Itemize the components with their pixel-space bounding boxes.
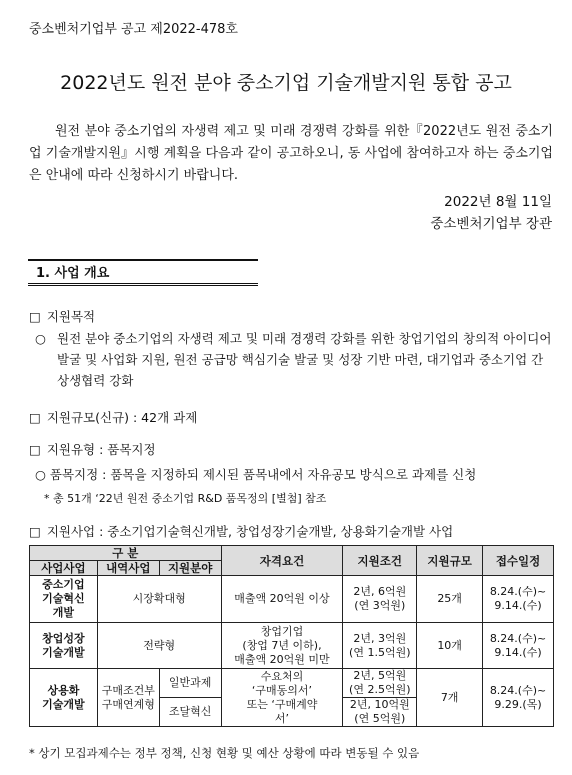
type-item — [35, 464, 555, 485]
row1-period: 8.24.(수)~ 9.14.(수) — [483, 576, 554, 623]
purpose-heading — [29, 307, 95, 325]
row2-scale: 10개 — [417, 623, 483, 669]
row2-program: 창업성장 기술개발 — [30, 623, 98, 669]
header-sub: 내역사업 — [97, 561, 159, 576]
row2-qual: 창업기업 (창업 7년 이하), 매출액 20억원 미만 — [221, 623, 343, 669]
table-row — [30, 669, 554, 698]
header-program: 사업사업 — [30, 561, 98, 576]
row3-scale: 7개 — [417, 669, 483, 727]
header-field: 지원분야 — [159, 561, 221, 576]
type-note: * 총 51개 ‘22년 원전 중소기업 R&D 품목정의 [별첨] 참조 — [44, 492, 327, 505]
row3-program: 상용화 기술개발 — [30, 669, 98, 727]
row2-period: 8.24.(수)~ 9.14.(수) — [483, 623, 554, 669]
notice-title: 2022년도 원전 분야 중소기업 기술개발지원 통합 공고 — [60, 72, 512, 94]
programs-label: 지원사업 : 중소기업기술혁신개발, 창업성장기술개발, 상용화기술개발 사업 — [46, 524, 454, 539]
type-label: 지원유형 : 품목지정 — [46, 442, 156, 457]
header-scale: 지원규모 — [417, 546, 483, 576]
notice-date: 2022년 8월 11일 — [444, 194, 552, 210]
row2-cond: 2년, 3억원 (연 1.5억원) — [343, 623, 417, 669]
row3-period: 8.24.(수)~ 9.29.(목) — [483, 669, 554, 727]
table-row — [30, 623, 554, 669]
row3-field-a: 일반과제 — [159, 669, 221, 698]
section-title: 1. 사업 개요 — [36, 266, 110, 281]
row1-qual: 매출액 20억원 이상 — [221, 576, 343, 623]
purpose-label: 지원목적 — [46, 309, 96, 324]
row1-cond: 2년, 6억원 (연 3억원) — [343, 576, 417, 623]
bullet-circle-icon: ○ — [35, 467, 50, 482]
scale-heading — [29, 408, 197, 426]
notice-number: 중소벤처기업부 공고 제2022-478호 — [29, 22, 238, 37]
programs-heading — [29, 522, 453, 540]
scale-label: 지원규모(신규) : 42개 과제 — [46, 410, 198, 425]
row1-program: 중소기업 기술혁신 개발 — [30, 576, 98, 623]
row2-sub: 전략형 — [97, 623, 221, 669]
row1-scale: 25개 — [417, 576, 483, 623]
header-condition: 지원조건 — [343, 546, 417, 576]
intro-paragraph: 원전 분야 중소기업의 자생력 제고 및 미래 경쟁력 강화를 위한『2022년도 원전 중소기업 기술개발지원』시행 계획을 다음과 같이 공고하오니, 동 사업에 참여하고자 하는 중소기업은 안내에 따라 신청하시기 바랍니다. — [29, 124, 553, 183]
issuer: 중소벤처기업부 장관 — [430, 216, 552, 232]
header-qualification: 자격요건 — [221, 546, 343, 576]
purpose-text: 원전 분야 중소기업의 자생력 제고 및 미래 경쟁력 강화를 위한 창업기업의 창의적 아이디어 발굴 및 사업화 지원, 원전 공급망 핵심기술 발굴 및 성장 기반 마련, 대기업과 중소기업 간 상생협력 강화 — [57, 331, 552, 388]
row3-qual: 수요처의 ‘구매동의서’ 또는 ‘구매계약 서’ — [221, 669, 343, 727]
header-period: 접수일정 — [483, 546, 554, 576]
type-heading — [29, 440, 156, 458]
type-text: 품목지정 : 품목을 지정하되 제시된 품목내에서 자유공모 방식으로 과제를 신청 — [49, 467, 477, 482]
row3-cond-b: 2년, 10억원 (연 5억원) — [343, 698, 417, 727]
footnote: * 상기 모집과제수는 정부 정책, 신청 현황 및 예산 상황에 따라 변동될 수 있음 — [29, 746, 420, 760]
support-table — [29, 545, 554, 727]
purpose-item — [35, 328, 555, 391]
row3-field-b: 조달혁신 — [159, 698, 221, 727]
table-row — [30, 576, 554, 623]
row1-sub: 시장확대형 — [97, 576, 221, 623]
bullet-circle-icon: ○ — [35, 331, 46, 346]
header-group: 구 분 — [30, 546, 222, 561]
row3-cond-a: 2년, 5억원 (연 2.5억원) — [343, 669, 417, 698]
row3-sub: 구매조건부 구매연계형 — [97, 669, 159, 727]
